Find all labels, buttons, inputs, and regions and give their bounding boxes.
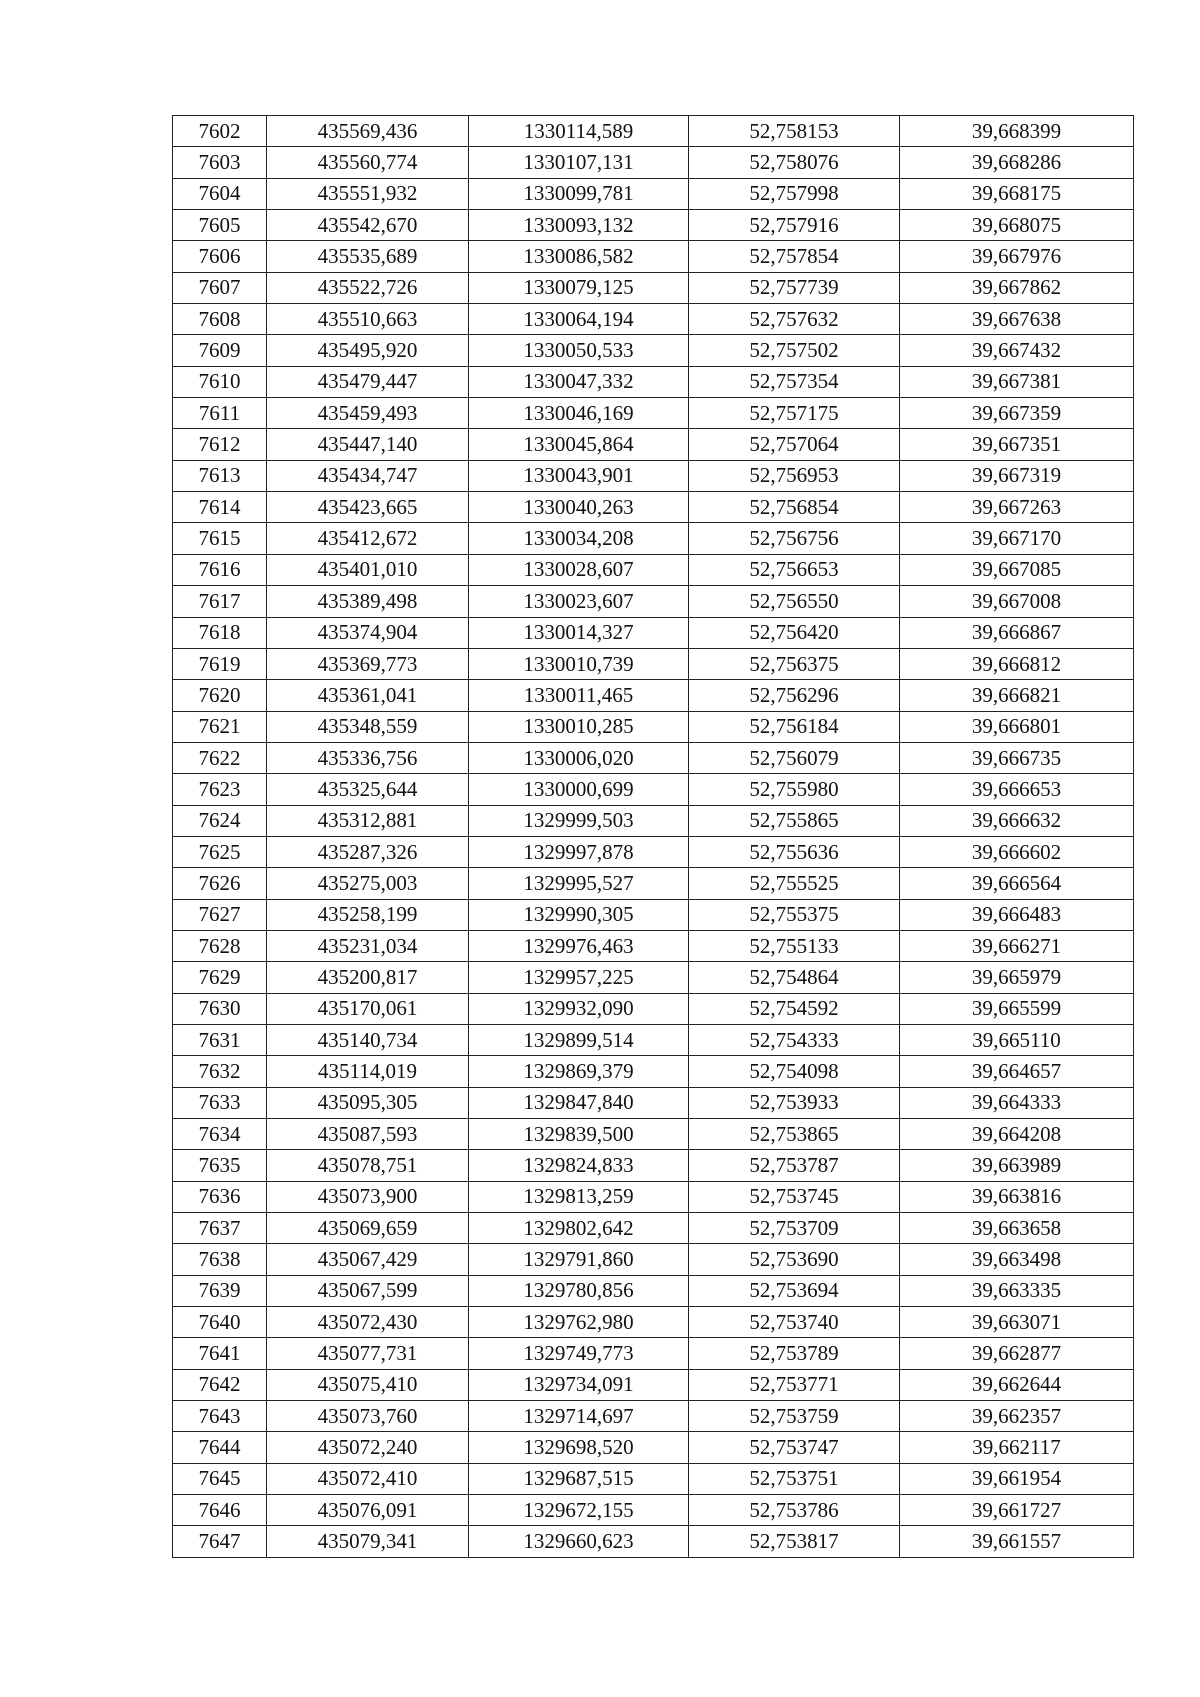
cell-point-number: 7602 (173, 116, 267, 147)
cell-point-number: 7637 (173, 1213, 267, 1244)
cell-longitude: 39,667351 (900, 429, 1134, 460)
cell-latitude: 52,757632 (689, 304, 900, 335)
cell-longitude: 39,666867 (900, 617, 1134, 648)
cell-x-coordinate: 435459,493 (267, 398, 469, 429)
cell-y-coordinate: 1329899,514 (469, 1024, 689, 1055)
cell-longitude: 39,662877 (900, 1338, 1134, 1369)
cell-y-coordinate: 1329976,463 (469, 930, 689, 961)
cell-latitude: 52,754592 (689, 993, 900, 1024)
table-row (173, 492, 1134, 523)
table-row (173, 962, 1134, 993)
table-row (173, 1338, 1134, 1369)
table-row (173, 1432, 1134, 1463)
cell-x-coordinate: 435447,140 (267, 429, 469, 460)
cell-x-coordinate: 435510,663 (267, 304, 469, 335)
cell-latitude: 52,756550 (689, 586, 900, 617)
cell-y-coordinate: 1330107,131 (469, 147, 689, 178)
cell-x-coordinate: 435231,034 (267, 930, 469, 961)
cell-latitude: 52,757175 (689, 398, 900, 429)
cell-x-coordinate: 435542,670 (267, 210, 469, 241)
cell-y-coordinate: 1329847,840 (469, 1087, 689, 1118)
cell-point-number: 7647 (173, 1526, 267, 1557)
cell-longitude: 39,667862 (900, 272, 1134, 303)
cell-latitude: 52,753865 (689, 1119, 900, 1150)
cell-longitude: 39,666812 (900, 648, 1134, 679)
table-row (173, 868, 1134, 899)
cell-point-number: 7619 (173, 648, 267, 679)
cell-latitude: 52,755525 (689, 868, 900, 899)
cell-y-coordinate: 1330114,589 (469, 116, 689, 147)
cell-point-number: 7629 (173, 962, 267, 993)
cell-x-coordinate: 435412,672 (267, 523, 469, 554)
cell-latitude: 52,756756 (689, 523, 900, 554)
cell-x-coordinate: 435522,726 (267, 272, 469, 303)
cell-point-number: 7630 (173, 993, 267, 1024)
cell-point-number: 7608 (173, 304, 267, 335)
cell-point-number: 7642 (173, 1369, 267, 1400)
table-row (173, 1307, 1134, 1338)
cell-longitude: 39,668286 (900, 147, 1134, 178)
table-row (173, 1056, 1134, 1087)
cell-latitude: 52,757739 (689, 272, 900, 303)
cell-latitude: 52,753786 (689, 1495, 900, 1526)
table-row (173, 1275, 1134, 1306)
cell-longitude: 39,666564 (900, 868, 1134, 899)
cell-y-coordinate: 1329687,515 (469, 1463, 689, 1494)
table-row (173, 680, 1134, 711)
cell-y-coordinate: 1330043,901 (469, 460, 689, 491)
cell-point-number: 7628 (173, 930, 267, 961)
cell-latitude: 52,757502 (689, 335, 900, 366)
table-row (173, 1401, 1134, 1432)
cell-y-coordinate: 1329997,878 (469, 836, 689, 867)
cell-y-coordinate: 1330045,864 (469, 429, 689, 460)
cell-y-coordinate: 1329660,623 (469, 1526, 689, 1557)
cell-point-number: 7605 (173, 210, 267, 241)
cell-point-number: 7638 (173, 1244, 267, 1275)
cell-longitude: 39,668399 (900, 116, 1134, 147)
cell-point-number: 7611 (173, 398, 267, 429)
cell-latitude: 52,753751 (689, 1463, 900, 1494)
table-row (173, 617, 1134, 648)
cell-longitude: 39,663335 (900, 1275, 1134, 1306)
cell-y-coordinate: 1330023,607 (469, 586, 689, 617)
table-row (173, 554, 1134, 585)
cell-y-coordinate: 1329869,379 (469, 1056, 689, 1087)
cell-longitude: 39,667976 (900, 241, 1134, 272)
table-row (173, 899, 1134, 930)
cell-longitude: 39,665599 (900, 993, 1134, 1024)
table-row (173, 429, 1134, 460)
cell-x-coordinate: 435348,559 (267, 711, 469, 742)
cell-latitude: 52,753690 (689, 1244, 900, 1275)
cell-longitude: 39,662644 (900, 1369, 1134, 1400)
table-row (173, 1150, 1134, 1181)
cell-point-number: 7632 (173, 1056, 267, 1087)
cell-y-coordinate: 1330064,194 (469, 304, 689, 335)
table-row (173, 711, 1134, 742)
table-row (173, 523, 1134, 554)
cell-x-coordinate: 435495,920 (267, 335, 469, 366)
cell-y-coordinate: 1329995,527 (469, 868, 689, 899)
cell-longitude: 39,667638 (900, 304, 1134, 335)
cell-point-number: 7618 (173, 617, 267, 648)
cell-longitude: 39,667381 (900, 366, 1134, 397)
table-row (173, 460, 1134, 491)
table-row (173, 398, 1134, 429)
cell-point-number: 7625 (173, 836, 267, 867)
cell-longitude: 39,664657 (900, 1056, 1134, 1087)
cell-y-coordinate: 1329714,697 (469, 1401, 689, 1432)
cell-point-number: 7615 (173, 523, 267, 554)
cell-y-coordinate: 1330010,739 (469, 648, 689, 679)
cell-longitude: 39,666271 (900, 930, 1134, 961)
cell-x-coordinate: 435073,760 (267, 1401, 469, 1432)
table-row (173, 1369, 1134, 1400)
cell-latitude: 52,753817 (689, 1526, 900, 1557)
table-row (173, 210, 1134, 241)
table-row (173, 178, 1134, 209)
cell-longitude: 39,661727 (900, 1495, 1134, 1526)
cell-point-number: 7621 (173, 711, 267, 742)
cell-latitude: 52,755865 (689, 805, 900, 836)
cell-latitude: 52,758076 (689, 147, 900, 178)
cell-y-coordinate: 1329990,305 (469, 899, 689, 930)
cell-latitude: 52,757854 (689, 241, 900, 272)
cell-x-coordinate: 435075,410 (267, 1369, 469, 1400)
cell-point-number: 7646 (173, 1495, 267, 1526)
cell-latitude: 52,756184 (689, 711, 900, 742)
cell-latitude: 52,756854 (689, 492, 900, 523)
table-row (173, 805, 1134, 836)
cell-latitude: 52,755636 (689, 836, 900, 867)
table-row (173, 586, 1134, 617)
cell-point-number: 7626 (173, 868, 267, 899)
cell-y-coordinate: 1330040,263 (469, 492, 689, 523)
cell-point-number: 7633 (173, 1087, 267, 1118)
cell-latitude: 52,758153 (689, 116, 900, 147)
cell-y-coordinate: 1329802,642 (469, 1213, 689, 1244)
cell-x-coordinate: 435095,305 (267, 1087, 469, 1118)
cell-longitude: 39,661954 (900, 1463, 1134, 1494)
cell-point-number: 7610 (173, 366, 267, 397)
cell-point-number: 7620 (173, 680, 267, 711)
cell-point-number: 7627 (173, 899, 267, 930)
cell-x-coordinate: 435140,734 (267, 1024, 469, 1055)
cell-x-coordinate: 435114,019 (267, 1056, 469, 1087)
cell-x-coordinate: 435336,756 (267, 742, 469, 773)
cell-latitude: 52,756375 (689, 648, 900, 679)
cell-longitude: 39,666653 (900, 774, 1134, 805)
coordinates-table (172, 115, 1134, 1558)
cell-point-number: 7622 (173, 742, 267, 773)
cell-point-number: 7645 (173, 1463, 267, 1494)
table-row (173, 836, 1134, 867)
cell-y-coordinate: 1330050,533 (469, 335, 689, 366)
cell-y-coordinate: 1330046,169 (469, 398, 689, 429)
table-row (173, 742, 1134, 773)
cell-latitude: 52,755375 (689, 899, 900, 930)
cell-x-coordinate: 435073,900 (267, 1181, 469, 1212)
cell-y-coordinate: 1329698,520 (469, 1432, 689, 1463)
cell-latitude: 52,753694 (689, 1275, 900, 1306)
cell-x-coordinate: 435258,199 (267, 899, 469, 930)
cell-point-number: 7603 (173, 147, 267, 178)
cell-point-number: 7640 (173, 1307, 267, 1338)
cell-longitude: 39,663498 (900, 1244, 1134, 1275)
cell-y-coordinate: 1329813,259 (469, 1181, 689, 1212)
cell-y-coordinate: 1330011,465 (469, 680, 689, 711)
cell-longitude: 39,667432 (900, 335, 1134, 366)
cell-point-number: 7644 (173, 1432, 267, 1463)
cell-x-coordinate: 435072,410 (267, 1463, 469, 1494)
cell-longitude: 39,666632 (900, 805, 1134, 836)
cell-longitude: 39,666821 (900, 680, 1134, 711)
cell-point-number: 7617 (173, 586, 267, 617)
table-row (173, 1213, 1134, 1244)
cell-x-coordinate: 435325,644 (267, 774, 469, 805)
cell-y-coordinate: 1329762,980 (469, 1307, 689, 1338)
cell-x-coordinate: 435551,932 (267, 178, 469, 209)
cell-y-coordinate: 1330034,208 (469, 523, 689, 554)
cell-y-coordinate: 1330000,699 (469, 774, 689, 805)
cell-point-number: 7624 (173, 805, 267, 836)
table-row (173, 1087, 1134, 1118)
cell-latitude: 52,753740 (689, 1307, 900, 1338)
table-row (173, 1526, 1134, 1557)
cell-point-number: 7634 (173, 1119, 267, 1150)
cell-point-number: 7631 (173, 1024, 267, 1055)
cell-point-number: 7643 (173, 1401, 267, 1432)
table-row (173, 993, 1134, 1024)
cell-latitude: 52,753787 (689, 1150, 900, 1181)
cell-x-coordinate: 435312,881 (267, 805, 469, 836)
cell-point-number: 7616 (173, 554, 267, 585)
cell-x-coordinate: 435569,436 (267, 116, 469, 147)
cell-y-coordinate: 1330006,020 (469, 742, 689, 773)
cell-latitude: 52,753747 (689, 1432, 900, 1463)
cell-latitude: 52,757916 (689, 210, 900, 241)
table-row (173, 1495, 1134, 1526)
table-row (173, 116, 1134, 147)
cell-y-coordinate: 1329839,500 (469, 1119, 689, 1150)
cell-y-coordinate: 1330014,327 (469, 617, 689, 648)
table-row (173, 930, 1134, 961)
table-row (173, 1244, 1134, 1275)
cell-x-coordinate: 435067,429 (267, 1244, 469, 1275)
cell-y-coordinate: 1329957,225 (469, 962, 689, 993)
cell-x-coordinate: 435423,665 (267, 492, 469, 523)
cell-longitude: 39,666483 (900, 899, 1134, 930)
cell-longitude: 39,667170 (900, 523, 1134, 554)
cell-latitude: 52,753933 (689, 1087, 900, 1118)
cell-y-coordinate: 1329791,860 (469, 1244, 689, 1275)
cell-x-coordinate: 435078,751 (267, 1150, 469, 1181)
cell-latitude: 52,755133 (689, 930, 900, 961)
cell-point-number: 7639 (173, 1275, 267, 1306)
cell-latitude: 52,753709 (689, 1213, 900, 1244)
cell-longitude: 39,666602 (900, 836, 1134, 867)
cell-point-number: 7607 (173, 272, 267, 303)
cell-longitude: 39,662357 (900, 1401, 1134, 1432)
cell-x-coordinate: 435361,041 (267, 680, 469, 711)
cell-longitude: 39,665979 (900, 962, 1134, 993)
cell-longitude: 39,663658 (900, 1213, 1134, 1244)
cell-x-coordinate: 435067,599 (267, 1275, 469, 1306)
cell-longitude: 39,667008 (900, 586, 1134, 617)
table-row (173, 335, 1134, 366)
cell-longitude: 39,668075 (900, 210, 1134, 241)
cell-latitude: 52,754098 (689, 1056, 900, 1087)
cell-point-number: 7606 (173, 241, 267, 272)
cell-x-coordinate: 435087,593 (267, 1119, 469, 1150)
cell-point-number: 7614 (173, 492, 267, 523)
cell-y-coordinate: 1329672,155 (469, 1495, 689, 1526)
cell-longitude: 39,665110 (900, 1024, 1134, 1055)
table-row (173, 147, 1134, 178)
cell-latitude: 52,756296 (689, 680, 900, 711)
cell-y-coordinate: 1329999,503 (469, 805, 689, 836)
cell-latitude: 52,753789 (689, 1338, 900, 1369)
cell-longitude: 39,661557 (900, 1526, 1134, 1557)
cell-x-coordinate: 435072,430 (267, 1307, 469, 1338)
cell-x-coordinate: 435535,689 (267, 241, 469, 272)
cell-y-coordinate: 1329780,856 (469, 1275, 689, 1306)
cell-latitude: 52,754864 (689, 962, 900, 993)
cell-longitude: 39,667085 (900, 554, 1134, 585)
table-row (173, 1024, 1134, 1055)
cell-x-coordinate: 435287,326 (267, 836, 469, 867)
cell-x-coordinate: 435401,010 (267, 554, 469, 585)
cell-point-number: 7641 (173, 1338, 267, 1369)
cell-latitude: 52,755980 (689, 774, 900, 805)
cell-y-coordinate: 1329749,773 (469, 1338, 689, 1369)
cell-x-coordinate: 435479,447 (267, 366, 469, 397)
cell-longitude: 39,664208 (900, 1119, 1134, 1150)
table-row (173, 1463, 1134, 1494)
cell-longitude: 39,663989 (900, 1150, 1134, 1181)
cell-y-coordinate: 1330099,781 (469, 178, 689, 209)
cell-point-number: 7635 (173, 1150, 267, 1181)
cell-y-coordinate: 1330093,132 (469, 210, 689, 241)
cell-longitude: 39,667359 (900, 398, 1134, 429)
coordinates-table-body (173, 116, 1134, 1558)
cell-latitude: 52,756420 (689, 617, 900, 648)
cell-x-coordinate: 435079,341 (267, 1526, 469, 1557)
cell-y-coordinate: 1330028,607 (469, 554, 689, 585)
cell-x-coordinate: 435077,731 (267, 1338, 469, 1369)
cell-longitude: 39,664333 (900, 1087, 1134, 1118)
table-row (173, 1181, 1134, 1212)
cell-longitude: 39,663071 (900, 1307, 1134, 1338)
cell-y-coordinate: 1330086,582 (469, 241, 689, 272)
cell-latitude: 52,757064 (689, 429, 900, 460)
cell-latitude: 52,756953 (689, 460, 900, 491)
cell-longitude: 39,666735 (900, 742, 1134, 773)
cell-longitude: 39,667263 (900, 492, 1134, 523)
cell-latitude: 52,753759 (689, 1401, 900, 1432)
cell-point-number: 7623 (173, 774, 267, 805)
cell-latitude: 52,753745 (689, 1181, 900, 1212)
cell-y-coordinate: 1329824,833 (469, 1150, 689, 1181)
cell-x-coordinate: 435076,091 (267, 1495, 469, 1526)
table-row (173, 648, 1134, 679)
cell-longitude: 39,668175 (900, 178, 1134, 209)
cell-point-number: 7609 (173, 335, 267, 366)
cell-latitude: 52,757354 (689, 366, 900, 397)
cell-y-coordinate: 1330079,125 (469, 272, 689, 303)
cell-latitude: 52,756079 (689, 742, 900, 773)
cell-y-coordinate: 1330010,285 (469, 711, 689, 742)
cell-x-coordinate: 435200,817 (267, 962, 469, 993)
cell-x-coordinate: 435069,659 (267, 1213, 469, 1244)
cell-x-coordinate: 435369,773 (267, 648, 469, 679)
cell-x-coordinate: 435374,904 (267, 617, 469, 648)
cell-x-coordinate: 435072,240 (267, 1432, 469, 1463)
cell-latitude: 52,757998 (689, 178, 900, 209)
cell-x-coordinate: 435389,498 (267, 586, 469, 617)
table-row (173, 304, 1134, 335)
cell-point-number: 7636 (173, 1181, 267, 1212)
cell-longitude: 39,663816 (900, 1181, 1134, 1212)
cell-y-coordinate: 1329734,091 (469, 1369, 689, 1400)
cell-latitude: 52,756653 (689, 554, 900, 585)
table-row (173, 1119, 1134, 1150)
cell-point-number: 7612 (173, 429, 267, 460)
table-row (173, 272, 1134, 303)
cell-point-number: 7613 (173, 460, 267, 491)
cell-latitude: 52,753771 (689, 1369, 900, 1400)
table-row (173, 774, 1134, 805)
cell-latitude: 52,754333 (689, 1024, 900, 1055)
cell-x-coordinate: 435275,003 (267, 868, 469, 899)
cell-y-coordinate: 1329932,090 (469, 993, 689, 1024)
cell-longitude: 39,666801 (900, 711, 1134, 742)
cell-point-number: 7604 (173, 178, 267, 209)
cell-x-coordinate: 435170,061 (267, 993, 469, 1024)
cell-x-coordinate: 435560,774 (267, 147, 469, 178)
cell-y-coordinate: 1330047,332 (469, 366, 689, 397)
table-row (173, 366, 1134, 397)
cell-longitude: 39,667319 (900, 460, 1134, 491)
cell-x-coordinate: 435434,747 (267, 460, 469, 491)
cell-longitude: 39,662117 (900, 1432, 1134, 1463)
table-row (173, 241, 1134, 272)
